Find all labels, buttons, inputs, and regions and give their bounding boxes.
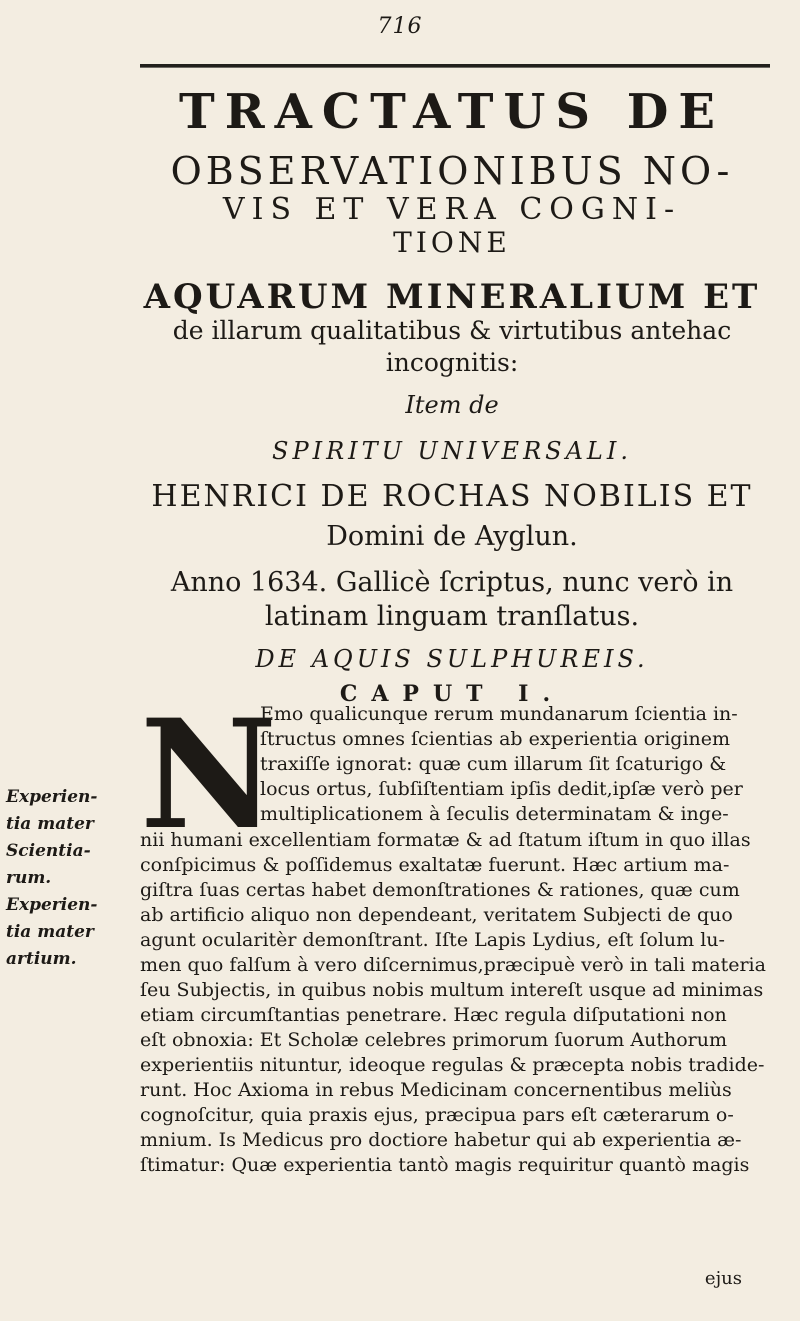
body-line: mnium. Is Medicus pro doctiore habetur qui ab experientia æ- bbox=[140, 1129, 742, 1151]
body-line: eſt obnoxia: Et Scholæ celebres primorum ſuorum Authorum bbox=[140, 1029, 727, 1051]
body-line: ſeu Subjectis, in quibus nobis multum intereſt usque ad minimas bbox=[140, 979, 764, 1001]
body-line: nii humani excellentiam formatæ & ad ſtatum iſtum in quo illas bbox=[140, 829, 751, 851]
body-line: ſtructus omnes ſcientias ab experientia originem bbox=[260, 728, 731, 750]
title-line-3: VIS ET VERA COGNI- bbox=[222, 192, 682, 227]
body-line: cognoſcitur, quia praxis ejus, præcipua pars eſt cæterarum o- bbox=[140, 1104, 734, 1126]
margin-note bbox=[6, 784, 131, 973]
body-line: conſpicimus & poſſidemus exaltatæ fuerunt. Hæc artium ma- bbox=[140, 854, 730, 876]
body-line: locus ortus, ſubſiſtentiam ipſis dedit,ipſæ verò per bbox=[260, 778, 743, 800]
title-line-6: de illarum qualitatibus & virtutibus antehac bbox=[172, 316, 732, 345]
body-line: etiam circumſtantias penetrare. Hæc regula diſputationi non bbox=[140, 1004, 727, 1026]
header-rule bbox=[140, 64, 770, 68]
body-line: men quo falſum à vero diſcernimus,præcipuè verò in tali materia bbox=[140, 954, 766, 976]
title-line-1: TRACTATUS DE bbox=[179, 84, 725, 140]
date-line: Anno 1634. Gallicè ſcriptus, nunc verò in bbox=[170, 567, 734, 598]
margin-note-line: Experien- bbox=[6, 895, 98, 915]
margin-note-line: tia mater bbox=[6, 922, 94, 942]
margin-note-line: Experien- bbox=[6, 787, 98, 807]
body-line: multiplicationem à ſeculis determinatam & inge- bbox=[260, 803, 729, 825]
title-line-7: incognitis: bbox=[385, 348, 519, 377]
body-line: giſtra ſuas certas habet demonſtrationes & rationes, quæ cum bbox=[140, 879, 740, 901]
margin-note-line: artium. bbox=[6, 949, 77, 969]
title-line-4: TIONE bbox=[393, 226, 511, 259]
author-line: HENRICI DE ROCHAS NOBILIS ET bbox=[151, 479, 753, 514]
margin-note-line: tia mater bbox=[6, 814, 94, 834]
catchword: ejus bbox=[704, 1268, 742, 1289]
translation-line: latinam linguam tranſlatus. bbox=[264, 601, 640, 632]
drop-cap: N bbox=[140, 687, 278, 863]
margin-note-line: rum. bbox=[6, 868, 52, 888]
chapter-heading: CAPUT I. bbox=[339, 681, 565, 707]
body-line: ab artificio aliquo non dependeant, veritatem Subjecti de quo bbox=[140, 904, 733, 926]
section-heading: DE AQUIS SULPHUREIS. bbox=[255, 645, 649, 673]
body-line: experientiis nituntur, ideoque regulas & præcepta nobis tradide- bbox=[140, 1054, 765, 1076]
title-line-9: SPIRITU UNIVERSALI. bbox=[272, 437, 632, 465]
margin-note-line: Scientia- bbox=[6, 841, 91, 861]
body-line: runt. Hoc Axioma in rebus Medicinam concernentibus meliùs bbox=[140, 1079, 732, 1101]
body-line: agunt ocularitèr demonſtrant. Iſte Lapis Lydius, eſt ſolum lu- bbox=[140, 929, 725, 951]
title-line-8: Item de bbox=[405, 391, 499, 419]
author-title-line: Domini de Ayglun. bbox=[326, 521, 578, 552]
body-line: Emo qualicunque rerum mundanarum ſcientia in- bbox=[260, 703, 738, 725]
page-number: 716 bbox=[377, 14, 423, 39]
body-line: ſtimatur: Quæ experientia tantò magis requiritur quantò magis bbox=[140, 1154, 750, 1176]
title-line-2: OBSERVATIONIBUS NO- bbox=[170, 149, 734, 193]
title-line-5: AQUARUM MINERALIUM ET bbox=[143, 277, 761, 317]
body-line: traxiſſe ignorat: quæ cum illarum ſit ſcaturigo & bbox=[260, 753, 727, 775]
